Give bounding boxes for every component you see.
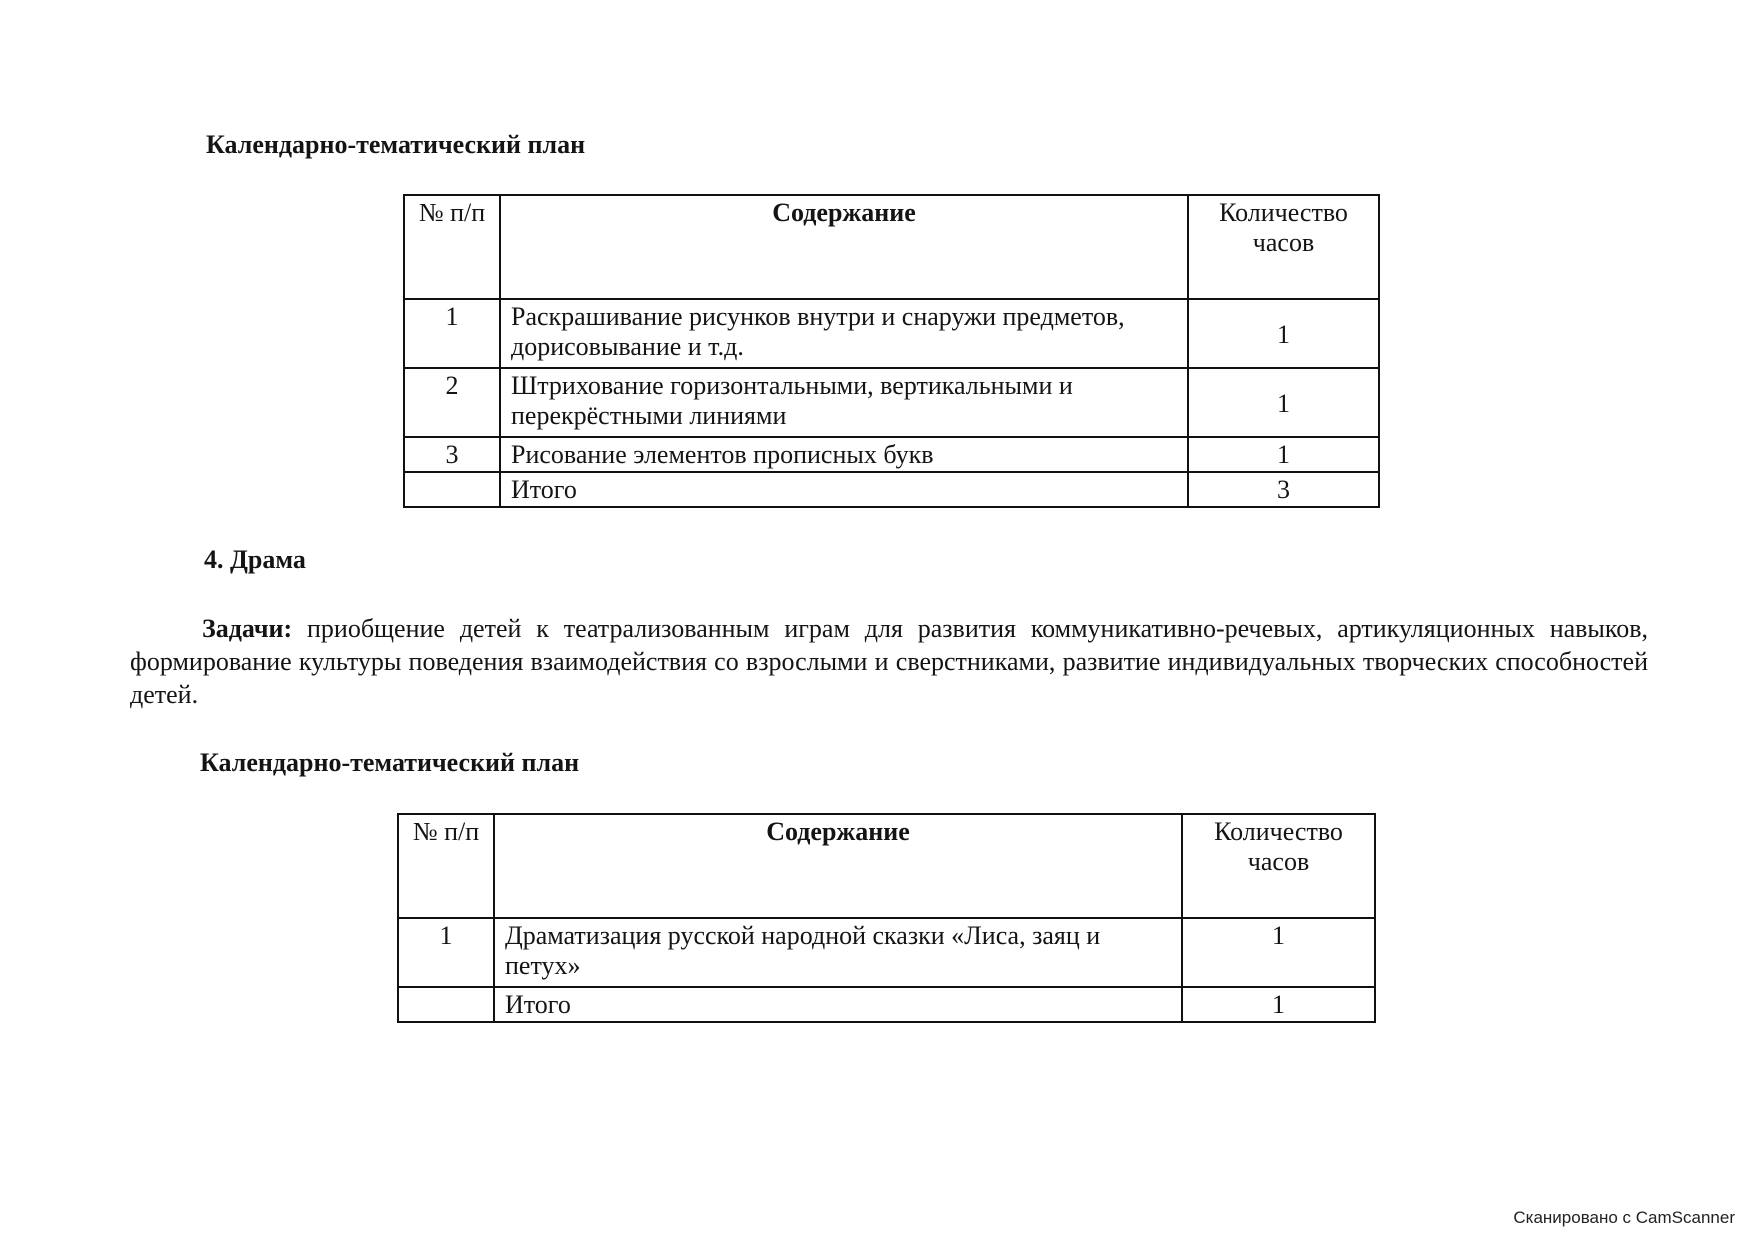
total-num-empty [398,987,494,1022]
row-content: Раскрашивание рисунков внутри и снаружи предметов, дорисовывание и т.д. [500,299,1188,368]
camscanner-watermark: Сканировано с CamScanner [1513,1208,1735,1227]
header-hours: Количество часов [1188,195,1379,299]
row-hours: 1 [1182,918,1375,987]
table-total-row [404,472,1379,507]
total-hours: 3 [1188,472,1379,507]
table-row [404,368,1379,437]
total-label: Итого [494,987,1182,1022]
row-hours: 1 [1188,437,1379,472]
tasks-paragraph [130,612,1648,711]
row-hours: 1 [1188,299,1379,368]
tasks-text: приобщение детей к театрализованным играм для развития коммуникативно-речевых, артикуляционных навыков, формирование культуры поведения взаимодействия со взрослыми и сверстниками, развитие индивидуальных творческих способностей детей. [130,614,1648,709]
total-label: Итого [500,472,1188,507]
row-num: 1 [398,918,494,987]
table-header-row [404,195,1379,299]
table-row [398,918,1375,987]
row-num: 3 [404,437,500,472]
table-row [404,437,1379,472]
plan-title-2: Календарно-тематический план [200,748,580,777]
header-num: № п/п [404,195,500,299]
plan-title-1: Календарно-тематический план [206,130,586,159]
table-row [404,299,1379,368]
header-num: № п/п [398,814,494,918]
row-num: 2 [404,368,500,437]
tasks-label: Задачи: [202,614,293,643]
plan-table-1 [403,194,1380,508]
row-content: Рисование элементов прописных букв [500,437,1188,472]
table-total-row [398,987,1375,1022]
header-hours: Количество часов [1182,814,1375,918]
plan-table-2 [397,813,1376,1023]
header-content: Содержание [494,814,1182,918]
total-hours: 1 [1182,987,1375,1022]
header-content: Содержание [500,195,1188,299]
row-num: 1 [404,299,500,368]
row-hours: 1 [1188,368,1379,437]
total-num-empty [404,472,500,507]
row-content: Штрихование горизонтальными, вертикальными и перекрёстными линиями [500,368,1188,437]
section-heading-drama: 4. Драма [204,545,306,574]
table-header-row [398,814,1375,918]
row-content: Драматизация русской народной сказки «Лиса, заяц и петух» [494,918,1182,987]
